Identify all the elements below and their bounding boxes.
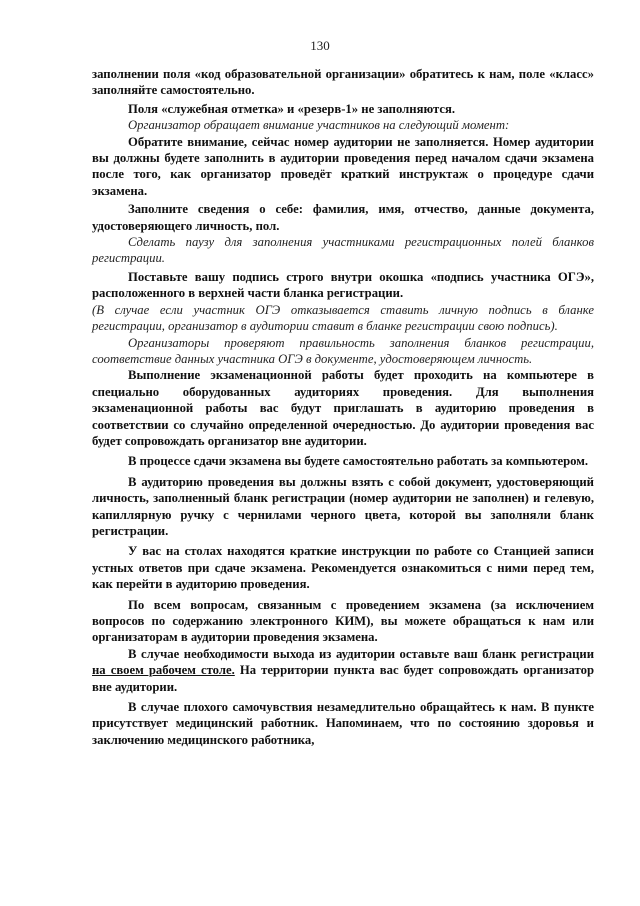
leaving-room-text-start: В случае необходимости выхода из аудитории оставьте ваш бланк регистрации <box>128 646 594 661</box>
paragraph-computer-exam: Выполнение экзаменационной работы будет проходить на компьютере в специально оборудованных аудиториях проведения. Для выполнения экзаменационной работы вас будут приглашать в аудиторию проведения в соответствии со случайно определенной очередностью. До аудитории проведения вас будет сопровождать организатор вне аудитории. <box>92 368 594 448</box>
paragraph-leaving-room <box>92 646 594 695</box>
organizer-note-signature-refusal: (В случае если участник ОГЭ отказывается ставить личную подпись в бланке регистрации, организатор в аудитории ставит в бланке регистрации свою подпись). <box>92 302 594 334</box>
organizer-note-pause: Сделать паузу для заполнения участниками регистрационных полей бланков регистрации. <box>92 235 594 266</box>
paragraph-personal-info: Заполните сведения о себе: фамилия, имя, отчество, данные документа, удостоверяющего личность, пол. <box>92 202 594 233</box>
paragraph-bring-items: В аудиторию проведения вы должны взять с собой документ, удостоверяющий личность, заполненный бланк регистрации (номер аудитории не заполнен) и гелевую, капиллярную ручку с чернилами черного цвета, которой вы заполняли бланк регистрации. <box>92 474 594 538</box>
paragraph-service-fields: Поля «служебная отметка» и «резерв-1» не заполняются. <box>128 101 456 116</box>
page-number: 130 <box>310 38 330 53</box>
paragraph-signature: Поставьте вашу подпись строго внутри окошка «подпись участника ОГЭ», расположенного в верхней части бланка регистрации. <box>92 269 594 301</box>
leaving-room-text-end: На территории пункта вас будет сопровождать организатор вне аудитории. <box>92 663 595 694</box>
paragraph-self-work: В процессе сдачи экзамена вы будете самостоятельно работать за компьютером. <box>128 454 589 469</box>
paragraph-questions: По всем вопросам, связанным с проведением экзамена (за исключением вопросов по содержанию электронного КИМ), вы можете обращаться к нам или организаторам в аудитории проведения экзамена. <box>92 597 594 645</box>
paragraph-instructions: У вас на столах находятся краткие инструкции по работе со Станцией записи устных ответов при сдаче экзамена. Рекомендуется ознакомиться с ними перед тем, как перейти в аудиторию проведения. <box>92 544 594 592</box>
paragraph-room-number: Обратите внимание, сейчас номер аудитории не заполняется. Номер аудитории вы должны будете заполнить в аудитории проведения перед началом сдачи экзамена после того, как организатор проведёт краткий инструктаж о процедуре сдачи экзамена. <box>92 134 594 198</box>
paragraph-health: В случае плохого самочувствия незамедлительно обращайтесь к нам. В пункте присутствует медицинский работник. Напоминаем, что по состоянию здоровья и заключению медицинского работника, <box>92 700 594 747</box>
page-content <box>92 66 594 748</box>
paragraph-form-fields: заполнении поля «код образовательной организации» обратитесь к нам, поле «класс» заполняйте самостоятельно. <box>92 67 594 98</box>
organizer-note-attention: Организатор обращает внимание участников на следующий момент: <box>128 118 510 133</box>
organizer-note-check: Организаторы проверяют правильность заполнения бланков регистрации, соответствие данных участника ОГЭ в документе, удостоверяющем личность. <box>92 335 594 366</box>
underlined-phrase: на своем рабочем столе. <box>92 663 235 678</box>
